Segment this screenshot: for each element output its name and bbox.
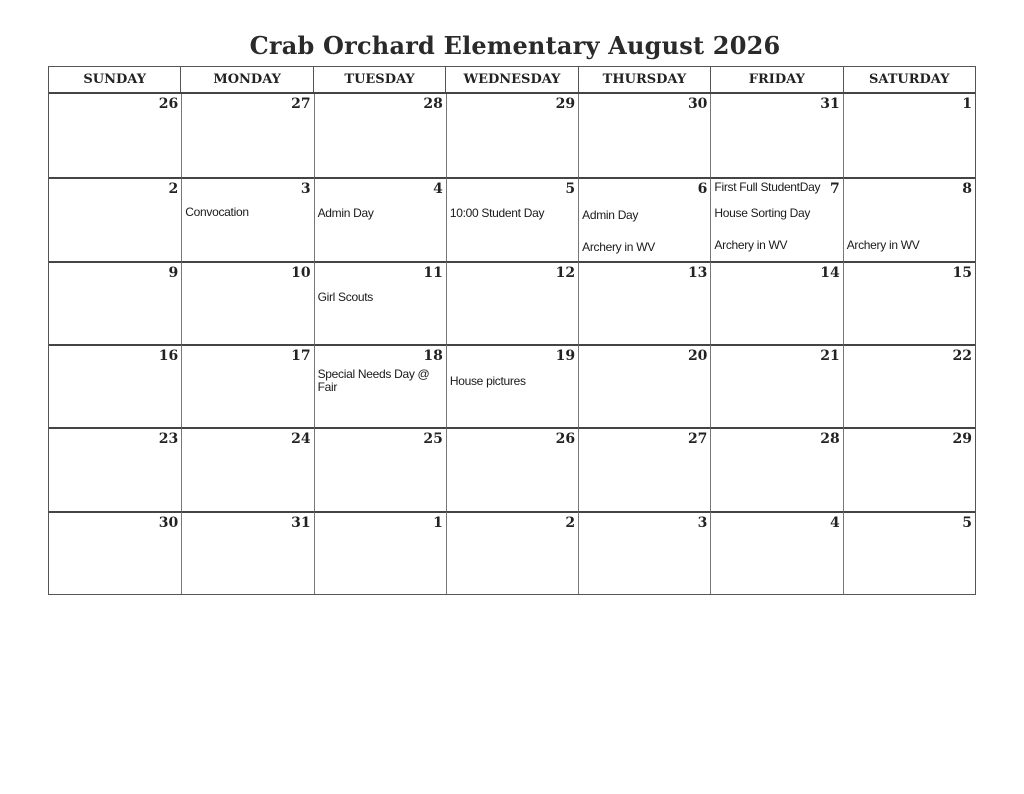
weekday-header-saturday: SATURDAY — [843, 67, 975, 92]
weekday-header-monday: MONDAY — [180, 67, 312, 92]
calendar-grid — [48, 66, 976, 595]
day-number: 20 — [687, 348, 708, 364]
calendar-event: Admin Day — [582, 208, 639, 223]
day-number: 31 — [291, 514, 311, 531]
day-number: 9 — [168, 264, 179, 281]
day-cell — [49, 344, 181, 427]
day-cell — [446, 344, 578, 427]
day-cell — [446, 177, 578, 260]
calendar-event: House Sorting Day — [714, 206, 811, 221]
day-number: 27 — [291, 96, 311, 112]
weekday-header-wednesday: WEDNESDAY — [445, 67, 577, 92]
day-cell — [710, 427, 842, 510]
day-number: 28 — [820, 431, 840, 448]
day-cell — [314, 261, 446, 344]
day-cell — [446, 94, 578, 177]
day-number: 25 — [423, 431, 443, 448]
calendar-event: Special Needs Day @ Fair — [317, 367, 430, 394]
day-number: 30 — [687, 96, 708, 112]
day-cell — [49, 511, 181, 594]
day-cell — [843, 94, 975, 177]
calendar-event: First Full StudentDay — [714, 180, 821, 195]
calendar-event: Girl Scouts — [317, 289, 373, 304]
day-grid — [49, 94, 975, 594]
day-number: 1 — [433, 514, 443, 531]
day-number: 15 — [952, 264, 972, 281]
day-number: 5 — [565, 181, 576, 198]
day-cell — [49, 94, 181, 177]
day-number: 19 — [555, 348, 576, 364]
day-cell — [843, 344, 975, 427]
weekday-header-friday: FRIDAY — [710, 67, 842, 92]
day-cell — [314, 177, 446, 260]
day-number: 31 — [820, 96, 840, 112]
day-cell — [181, 177, 313, 260]
calendar-event: Archery in WV — [714, 238, 788, 253]
day-number: 2 — [168, 181, 179, 198]
day-number: 6 — [697, 181, 708, 198]
calendar-event: 10:00 Student Day — [449, 206, 545, 221]
day-cell — [446, 511, 578, 594]
day-cell — [181, 511, 313, 594]
day-cell — [49, 177, 181, 260]
day-number: 16 — [158, 348, 179, 364]
calendar-event: House pictures — [449, 374, 526, 388]
day-cell — [446, 261, 578, 344]
day-cell — [578, 261, 710, 344]
day-cell — [314, 94, 446, 177]
day-cell — [181, 344, 313, 427]
day-number: 21 — [820, 348, 840, 364]
day-number: 29 — [555, 96, 576, 112]
calendar-event: Archery in WV — [846, 238, 920, 253]
day-number: 7 — [829, 181, 840, 198]
day-cell — [578, 427, 710, 510]
day-number: 22 — [952, 348, 972, 364]
day-number: 1 — [962, 96, 972, 112]
day-cell — [314, 344, 446, 427]
day-number: 14 — [820, 264, 840, 281]
day-number: 8 — [962, 181, 972, 198]
day-number: 28 — [423, 96, 443, 112]
day-number: 4 — [433, 181, 443, 198]
day-number: 12 — [555, 264, 576, 281]
day-cell — [710, 511, 842, 594]
day-number: 24 — [291, 431, 311, 448]
day-number: 23 — [158, 431, 179, 448]
day-number: 2 — [565, 514, 576, 531]
day-number: 11 — [423, 264, 443, 281]
day-cell — [314, 511, 446, 594]
day-cell — [181, 427, 313, 510]
day-cell — [446, 427, 578, 510]
day-cell — [49, 427, 181, 510]
weekday-header-tuesday: TUESDAY — [313, 67, 445, 92]
day-number: 13 — [687, 264, 708, 281]
day-number: 26 — [555, 431, 576, 448]
day-cell — [843, 177, 975, 260]
day-cell — [710, 94, 842, 177]
day-cell — [49, 261, 181, 344]
day-cell — [314, 427, 446, 510]
day-number: 10 — [291, 264, 311, 281]
weekday-header-row — [49, 67, 975, 94]
calendar-title: Crab Orchard Elementary August 2026 — [249, 31, 781, 60]
day-number: 29 — [952, 431, 972, 448]
day-cell — [181, 94, 313, 177]
day-cell — [843, 511, 975, 594]
day-cell — [710, 344, 842, 427]
day-number: 18 — [423, 348, 443, 364]
day-number: 26 — [158, 96, 179, 112]
calendar-event: Admin Day — [317, 206, 374, 221]
calendar-event: Convocation — [185, 205, 249, 220]
day-number: 4 — [829, 514, 840, 531]
calendar-event: Archery in WV — [582, 240, 655, 255]
day-cell — [578, 511, 710, 594]
day-number: 27 — [687, 431, 708, 448]
day-number: 3 — [697, 514, 708, 531]
day-number: 5 — [962, 514, 972, 531]
day-cell — [710, 261, 842, 344]
day-number: 17 — [291, 348, 311, 364]
weekday-header-sunday: SUNDAY — [83, 72, 147, 87]
weekday-header-thursday: THURSDAY — [578, 67, 710, 92]
day-number: 30 — [158, 514, 179, 531]
day-cell — [578, 177, 710, 260]
day-cell — [181, 261, 313, 344]
day-cell — [578, 344, 710, 427]
day-cell — [843, 261, 975, 344]
day-number: 3 — [300, 181, 311, 198]
day-cell — [578, 94, 710, 177]
day-cell — [710, 177, 842, 260]
day-cell — [843, 427, 975, 510]
